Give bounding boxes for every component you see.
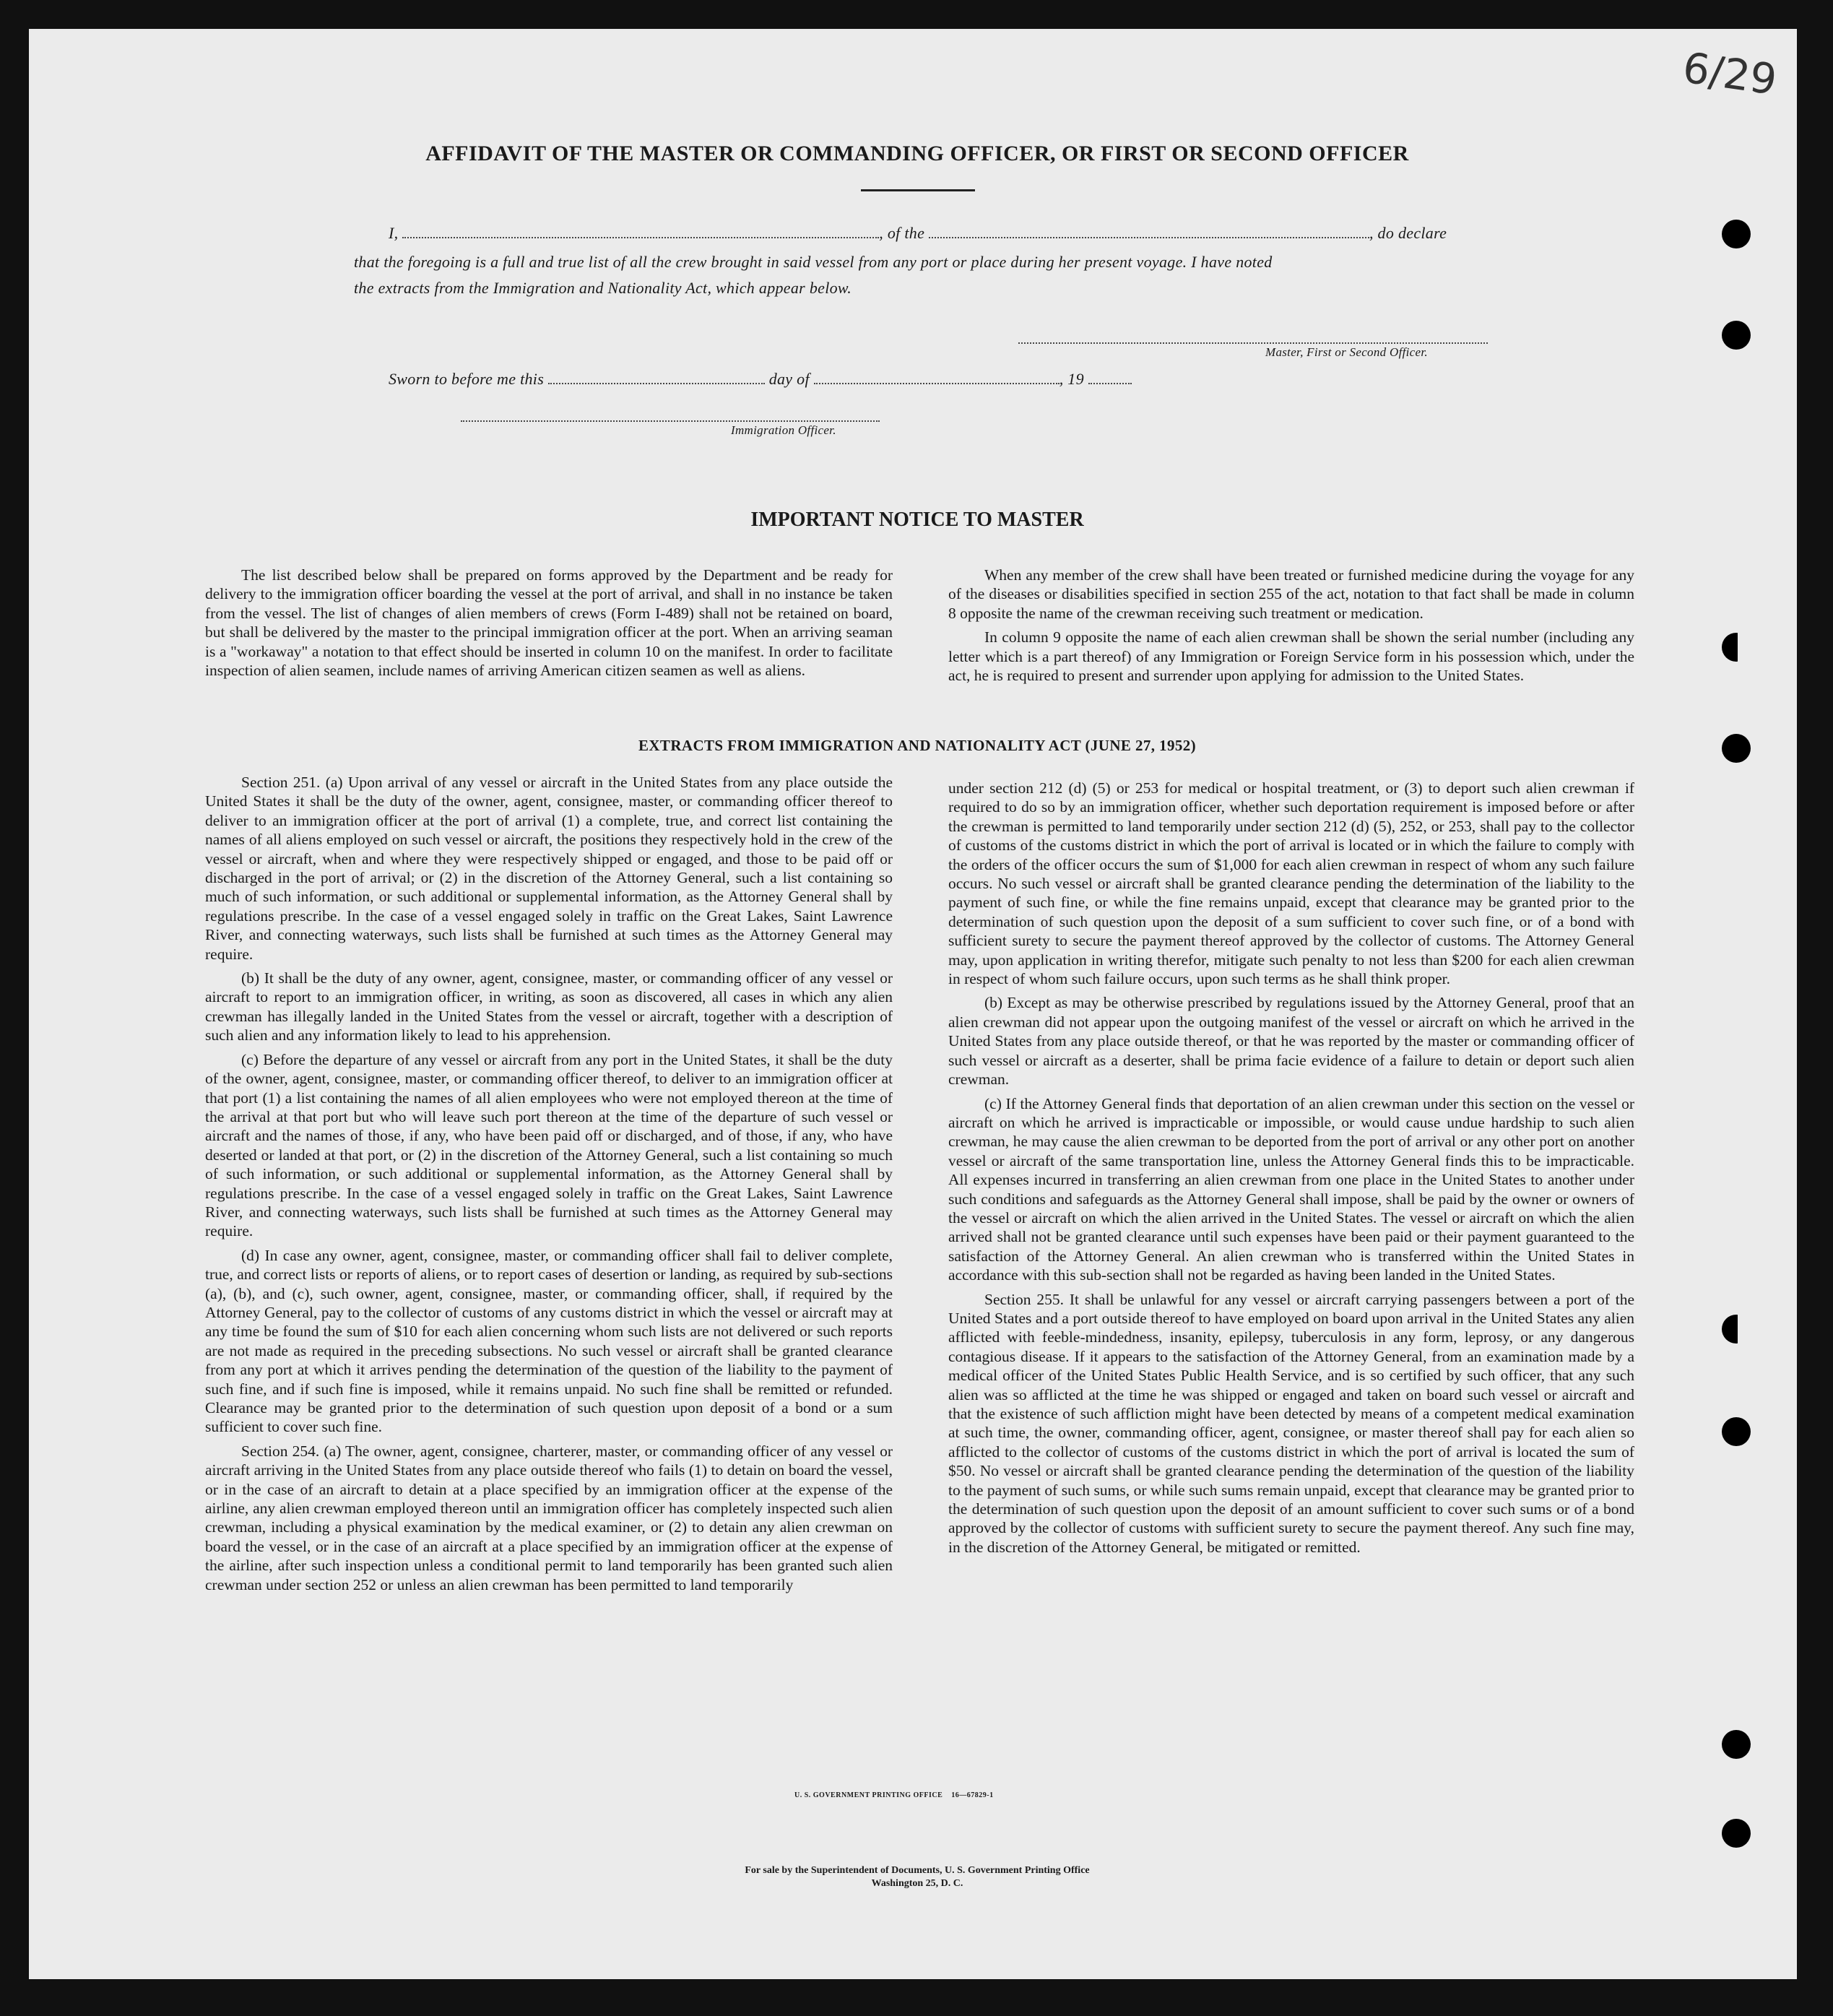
notice-right-column (948, 566, 1634, 690)
title-rule (861, 189, 975, 191)
affidavit-title: AFFIDAVIT OF THE MASTER OR COMMANDING OFFICER, OR FIRST OR SECOND OFFICER (425, 142, 1409, 165)
notice-title: IMPORTANT NOTICE TO MASTER (750, 509, 1084, 531)
declarant-label: I, (389, 224, 399, 242)
binder-hole (1722, 1730, 1751, 1759)
notice-paragraph: When any member of the crew shall have been treated or furnished medicine during the voyage for any of the diseases or disabilities specified in section 255 of the act, notation to that fact shall be made in column 8 opposite the name of the crewman receiving such treatment or medication. (948, 566, 1634, 622)
extracts-left-column (205, 773, 893, 1599)
section-paragraph: (c) Before the departure of any vessel or aircraft from any port in the United States, it shall be the duty of the owner, agent, consignee, master, or commanding officer thereof, to deliver to an immigration officer at that port (1) a list containing the names of all alien employees who were not employed thereon at the time of the arrival at that port but who will leave such port thereon at the time of the departure of such vessel or aircraft and the names of those, if any, who have been paid off or discharged, and of those, if any, who have deserted or landed at that port, or (2) in the discretion of the Attorney General, such a list containing so much of such information, or such additional or supplemental information, as the Attorney General shall by regulations prescribe. In the case of a vessel engaged solely in traffic on the Great Lakes, Saint Lawrence River, and connecting waterways, such lists shall be furnished at such times as the Attorney General may require. (205, 1050, 893, 1240)
printing-office-line: U. S. GOVERNMENT PRINTING OFFICE 16—67829-1 (794, 1791, 994, 1799)
statement-line-1: that the foregoing is a full and true list of all the crew brought in said vessel from any port or place during her present voyage. I have noted (354, 253, 1273, 271)
extracts-title: EXTRACTS FROM IMMIGRATION AND NATIONALITY ACT (JUNE 27, 1952) (638, 737, 1197, 754)
sworn-day-field[interactable] (548, 383, 765, 384)
section-paragraph: Section 254. (a) The owner, agent, consignee, charterer, master, or commanding officer of any vessel or aircraft arriving in the United States from any place outside thereof who fails (1) to detain on board the vessel, or in the case of an aircraft to detain at a place specified by an immigration officer at the expense of the airline, any alien crewman employed thereon until an immigration officer has completely inspected such alien crewman, including a physical examination by the medical examiner, or (2) to detain any alien crewman on board the vessel, or in the case of an aircraft at a place specified by an immigration officer at the expense of the airline, after such inspection unless a conditional permit to land temporarily has been granted such alien crewman under section 252 or unless an alien crewman has been permitted to land temporarily (205, 1442, 893, 1593)
notice-paragraph: The list described below shall be prepared on forms approved by the Department and be ready for delivery to the immigration officer boarding the vessel at the port of arrival, and shall in no instance be taken from the vessel. The list of changes of alien members of crews (Form I-489) shall not be retained on board, but shall be delivered by the master to the principal immigration officer at the port. When an arriving seaman is a "workaway" a notation to that effect should be inserted in column 10 on the manifest. In order to facilitate inspection of alien seamen, include names of arriving American citizen seamen as well as aliens. (205, 566, 893, 680)
section-paragraph: under section 212 (d) (5) or 253 for medical or hospital treatment, or (3) to deport such alien crewman if required to do so by an immigration officer, whether such deportation requirement is imposed before or after the crewman is permitted to land temporarily under section 212 (d) (5), 252, or 253, shall pay to the collector of customs of the customs district in which the port of arrival is located or in which the failure to comply with the orders of the officer occurs the sum of $1,000 for each alien crewman in respect of whom any such failure occurs. No such vessel or aircraft shall be granted clearance pending the determination of the liability to the payment of such fine, or while the fine remains unpaid, except that clearance may be granted prior to the determination of such question upon the deposit of a sum sufficient to cover such fine, or of a bond with sufficient surety to secure the payment thereof approved by the collector of customs. The Attorney General may, upon application in writing therefor, mitigate such penalty to not less than $200 for each alien crewman in respect of whom such failure occurs, upon such terms as he shall think proper. (948, 779, 1634, 988)
handwritten-page-number: 6/29 (1679, 43, 1780, 105)
sworn-line (389, 370, 1132, 389)
master-signature-label: Master, First or Second Officer. (1265, 345, 1428, 359)
day-of-label: day of (768, 370, 810, 388)
section-paragraph: (b) It shall be the duty of any owner, agent, consignee, master, or commanding officer of any vessel or aircraft to report to an immigration officer, in writing, as soon as discovered, all cases in which any alien crewman has illegally landed in the United States from the vessel or aircraft, together with a description of such alien and any information likely to lead to his apprehension. (205, 969, 893, 1044)
section-paragraph: Section 255. It shall be unlawful for any vessel or aircraft carrying passengers between a port of the United States and a port outside thereof to have employed on board upon arrival in the United States any alien afflicted with feeble-mindedness, insanity, epilepsy, tuberculosis in any form, leprosy, or any dangerous contagious disease. If it appears to the satisfaction of the Attorney General, from an examination made by a medical officer of the United States Public Health Service, and is so certified by such officer, that any such alien was so afflicted at the time he was shipped or engaged and taken on board such vessel or aircraft and that the existence of such affliction might have been detected by means of a competent medical examination at such time, the owner, commanding officer, agent, consignee, or master thereof shall pay for each alien so afflicted to the collector of customs of the customs district in which the port of arrival is located the sum of $50. No vessel or aircraft shall be granted clearance pending the determination of the question of the liability to the payment of such sums, or while such sums remain unpaid, except that clearance may be granted prior to the determination of such question upon the deposit of an amount sufficient to cover such sums or of a bond approved by the collector of customs with sufficient surety to secure the payment thereof. Any such fine may, in the discretion of the Attorney General, be mitigated or remitted. (948, 1290, 1634, 1556)
immigration-officer-label: Immigration Officer. (731, 423, 836, 437)
extracts-right-column (948, 779, 1634, 1562)
statement-line-2: the extracts from the Immigration and Nationality Act, which appear below. (354, 279, 852, 297)
binder-hole (1722, 220, 1751, 248)
sworn-label: Sworn to before me this (389, 370, 545, 388)
binder-hole (1722, 321, 1751, 350)
master-signature-line[interactable] (1018, 342, 1488, 344)
declarant-name-field[interactable] (402, 237, 879, 238)
of-the-label: , of the (879, 224, 925, 242)
year-label: , 19 (1059, 370, 1084, 388)
binder-hole (1722, 1315, 1751, 1344)
footer-line-1: For sale by the Superintendent of Documents, U. S. Government Printing Office (745, 1865, 1090, 1876)
section-paragraph: Section 251. (a) Upon arrival of any vessel or aircraft in the United States from any place outside the United States it shall be the duty of the owner, agent, consignee, master, or commanding officer thereof to deliver to an immigration officer at the port of arrival (1) a complete, true, and correct list containing the names of all aliens employed on such vessel or aircraft, the positions they respectively hold in the crew of the vessel or aircraft, when and where they were respectively shipped or engaged, and those to be paid off or discharged in the port of arrival; or (2) in the discretion of the Attorney General, such a list containing so much of such information, or such additional or supplemental information, as the Attorney General shall by regulations prescribe. In the case of a vessel engaged solely in traffic on the Great Lakes, Saint Lawrence River, and connecting waterways, such lists shall be furnished at such times as the Attorney General may require. (205, 774, 893, 963)
binder-hole (1722, 1819, 1751, 1848)
sworn-year-field[interactable] (1088, 383, 1132, 384)
sworn-month-field[interactable] (814, 383, 1060, 384)
section-paragraph: (b) Except as may be otherwise prescribed by regulations issued by the Attorney General, proof that an alien crewman did not appear upon the outgoing manifest of the vessel or aircraft on which he arrived in the United States from any place outside thereof, or that he was reported by the master or commanding officer of such vessel or aircraft as a deserter, shall be prima facie evidence of a failure to detain or deport such alien crewman. (948, 994, 1634, 1089)
notice-paragraph: In column 9 opposite the name of each alien crewman shall be shown the serial number (including any letter which is a part thereof) of any Immigration or Foreign Service form in his possession which, under the act, he is required to present and surrender upon applying for admission to the United States. (948, 628, 1634, 685)
declaration-line (389, 224, 1494, 243)
do-declare-label: , do declare (1369, 224, 1447, 242)
notice-left-column (205, 566, 893, 685)
vessel-name-field[interactable] (929, 237, 1369, 238)
section-paragraph: (c) If the Attorney General finds that deportation of an alien crewman under this section on the vessel or aircraft on which he arrived is impracticable or impossible, or would cause undue hardship to such alien crewman, he may cause the alien crewman to be deported from the port of arrival or any other port on another vessel or aircraft of the same transportation line, unless the Attorney General finds this to be impracticable. All expenses incurred in transferring an alien crewman from one place in the United States to another under such conditions and safeguards as the Attorney General shall impose, shall be paid by the owner or owners of the vessel or aircraft on which the alien arrived in the United States. The vessel or aircraft on which the alien arrived shall not be granted clearance until such expenses have been paid or their payment guaranteed to the satisfaction of the Attorney General. An alien crewman who is transferred within the United States in accordance with this sub-section shall not be regarded as having been landed in the United States. (948, 1094, 1634, 1284)
section-paragraph: (d) In case any owner, agent, consignee, master, or commanding officer shall fail to deliver complete, true, and correct lists or reports of aliens, or to report cases of desertion or landing, as required by sub-sections (a), (b), and (c), such owner, agent, consignee, master, or commanding officer, shall, if required by the Attorney General, pay to the collector of customs of any customs district in which the vessel or aircraft may at any time be found the sum of $10 for each alien concerning whom such lists are not delivered or such reports are not made as required in the preceding subsections. No such vessel or aircraft shall be granted clearance from any port at which it arrives pending the determination of the question of the liability to the payment of such fine, and if such fine is imposed, while it remains unpaid. No such fine shall be remitted or refunded. Clearance may be granted prior to the determination of such question upon deposit of a bond or a sum sufficient to cover such fine. (205, 1246, 893, 1436)
footer-line-2: Washington 25, D. C. (871, 1878, 963, 1889)
immigration-officer-signature-line[interactable] (461, 420, 880, 422)
binder-hole (1722, 633, 1751, 662)
binder-hole (1722, 1417, 1751, 1446)
